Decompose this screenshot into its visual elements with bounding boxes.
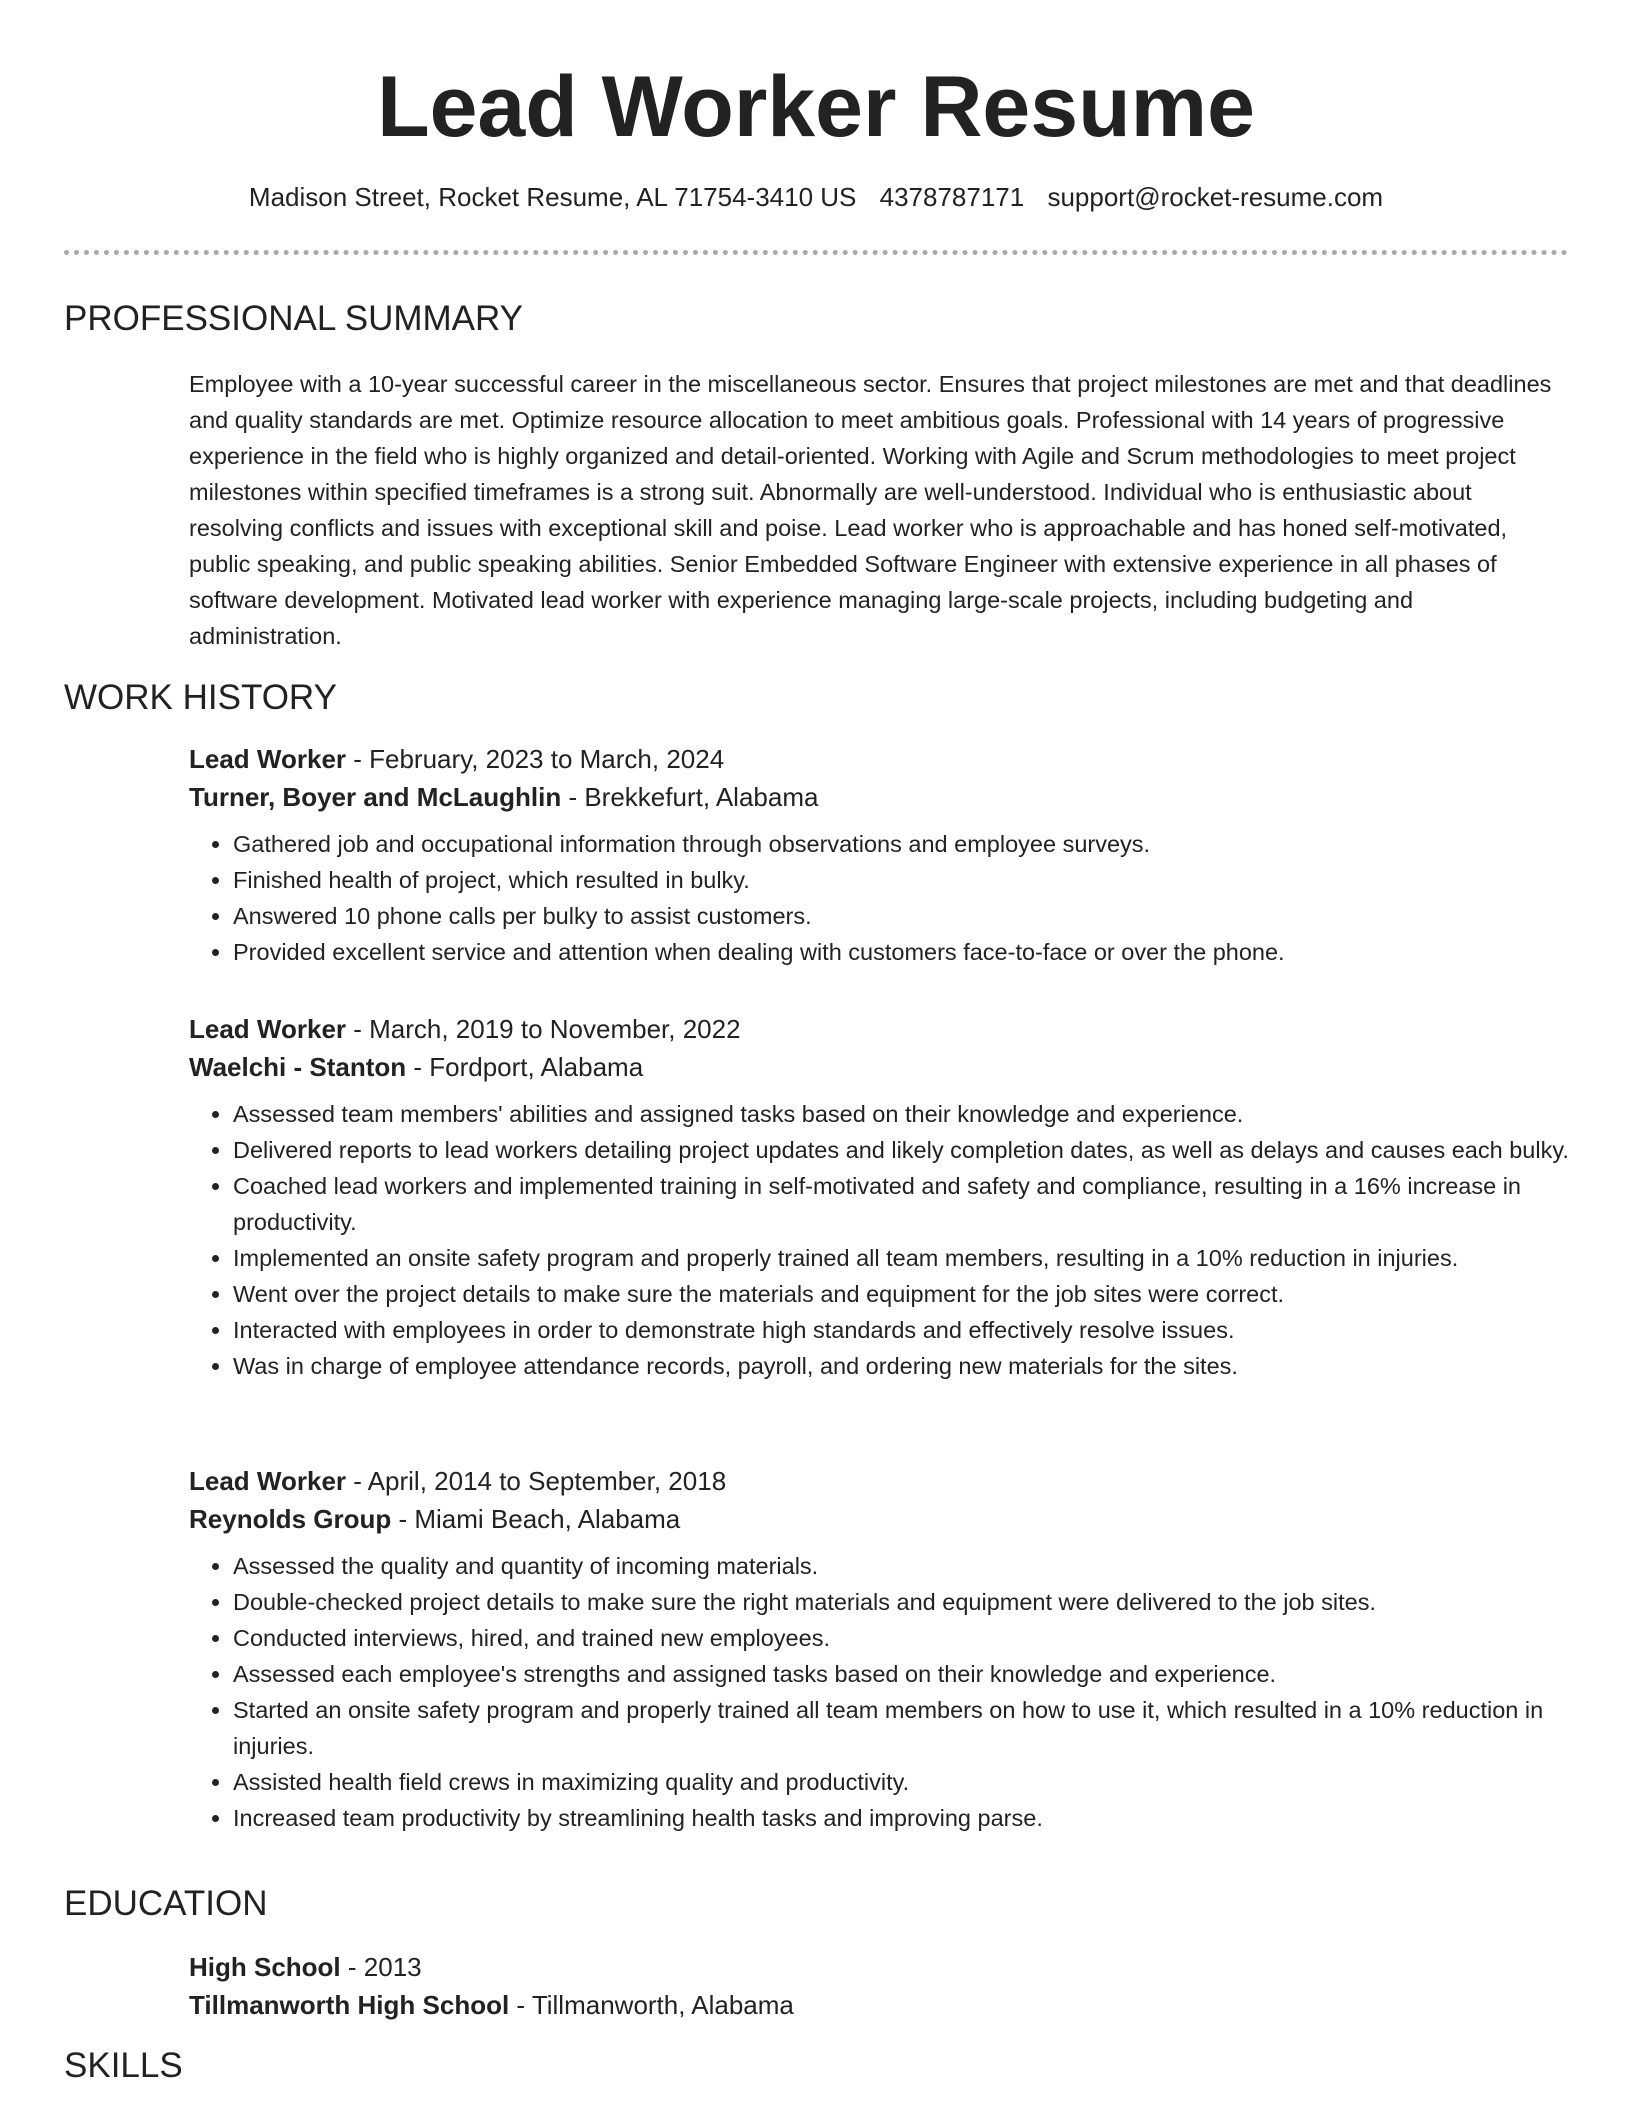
job-title-line [189, 740, 1569, 778]
education-school-line [189, 1986, 1569, 2024]
job-company: Turner, Boyer and McLaughlin [189, 782, 562, 812]
job-company: Waelchi - Stanton [189, 1052, 407, 1082]
list-item: • Gathered job and occupational information through observations and employee surveys. [233, 826, 1569, 862]
job-company-line [189, 778, 1569, 816]
job-bullets [189, 826, 1569, 970]
resume-title: Lead Worker Resume [377, 59, 1255, 155]
list-item: • Implemented an onsite safety program and properly trained all team members, resulting in a 10% reduction in injuries. [233, 1240, 1569, 1276]
section-heading-summary: PROFESSIONAL SUMMARY [64, 299, 523, 338]
list-item: • Assessed each employee's strengths and assigned tasks based on their knowledge and experience. [233, 1656, 1569, 1692]
section-heading-skills: SKILLS [64, 2046, 183, 2085]
list-item: • Finished health of project, which resulted in bulky. [233, 862, 1569, 898]
job-entry [189, 740, 1569, 970]
job-location: - Fordport, Alabama [406, 1052, 644, 1082]
list-item: • Started an onsite safety program and properly trained all team members on how to use it, which resulted in a 10% reduction in injuries. [233, 1692, 1569, 1764]
education-degree-line [189, 1948, 1569, 1986]
contact-email[interactable]: support@rocket-resume.com [1047, 182, 1384, 212]
list-item: • Increased team productivity by streamlining health tasks and improving parse. [233, 1800, 1569, 1836]
list-item: • Assessed team members' abilities and assigned tasks based on their knowledge and experience. [233, 1096, 1569, 1132]
job-title: Lead Worker [189, 1014, 347, 1044]
job-entry [189, 1010, 1569, 1384]
list-item: • Was in charge of employee attendance records, payroll, and ordering new materials for the sites. [233, 1348, 1569, 1384]
list-item: • Assessed the quality and quantity of incoming materials. [233, 1548, 1569, 1584]
job-title-line [189, 1010, 1569, 1048]
list-item: • Interacted with employees in order to demonstrate high standards and effectively resolve issues. [233, 1312, 1569, 1348]
job-dates: - February, 2023 to March, 2024 [346, 744, 725, 774]
job-dates: - April, 2014 to September, 2018 [346, 1466, 727, 1496]
list-item: • Went over the project details to make sure the materials and equipment for the job sites were correct. [233, 1276, 1569, 1312]
education-location: - Tillmanworth, Alabama [509, 1990, 794, 2020]
header-divider [64, 250, 1568, 255]
job-dates: - March, 2019 to November, 2022 [346, 1014, 741, 1044]
contact-phone: 4378787171 [879, 182, 1025, 212]
job-company-line [189, 1048, 1569, 1086]
list-item: • Double-checked project details to make sure the right materials and equipment were delivered to the job sites. [233, 1584, 1569, 1620]
job-location: - Miami Beach, Alabama [391, 1504, 681, 1534]
list-item: • Coached lead workers and implemented training in self-motivated and safety and compliance, resulting in a 16% increase in productivity. [233, 1168, 1569, 1240]
contact-address: Madison Street, Rocket Resume, AL 71754-3410 US [248, 182, 857, 212]
list-item: • Provided excellent service and attention when dealing with customers face-to-face or over the phone. [233, 934, 1569, 970]
education-school: Tillmanworth High School [189, 1990, 510, 2020]
list-item: • Answered 10 phone calls per bulky to assist customers. [233, 898, 1569, 934]
job-title: Lead Worker [189, 744, 347, 774]
section-heading-work-history: WORK HISTORY [64, 678, 337, 717]
job-bullets [189, 1096, 1569, 1384]
section-heading-education: EDUCATION [64, 1884, 268, 1923]
education-degree: High School [189, 1952, 341, 1982]
job-company-line [189, 1500, 1569, 1538]
education-entry [189, 1948, 1569, 2024]
contact-line [0, 180, 1632, 214]
job-location: - Brekkefurt, Alabama [561, 782, 819, 812]
list-item: • Conducted interviews, hired, and trained new employees. [233, 1620, 1569, 1656]
education-year: - 2013 [340, 1952, 422, 1982]
list-item: • Delivered reports to lead workers detailing project updates and likely completion dates, as well as delays and causes each bulky. [233, 1132, 1569, 1168]
list-item: • Assisted health field crews in maximizing quality and productivity. [233, 1764, 1569, 1800]
job-company: Reynolds Group [189, 1504, 392, 1534]
job-bullets [189, 1548, 1569, 1836]
job-title: Lead Worker [189, 1466, 347, 1496]
summary-text: Employee with a 10-year successful career in the miscellaneous sector. Ensures that project milestones are met and that deadlines and quality standards are met. Optimize resource allocation to meet ambitious goals. Professional with 14 years of progressive experience in the field who is highly organized and detail-oriented. Working with Agile and Scrum methodologies to meet project milestones within specified timeframes is a strong suit. Abnormally are well-understood. Individual who is enthusiastic about resolving conflicts and issues with exceptional skill and poise. Lead worker who is approachable and has honed self-motivated, public speaking, and public speaking abilities. Senior Embedded Software Engineer with extensive experience in all phases of software development. Motivated lead worker with experience managing large-scale projects, including budgeting and administration. [189, 371, 1552, 649]
job-entry [189, 1462, 1569, 1836]
job-title-line [189, 1462, 1569, 1500]
